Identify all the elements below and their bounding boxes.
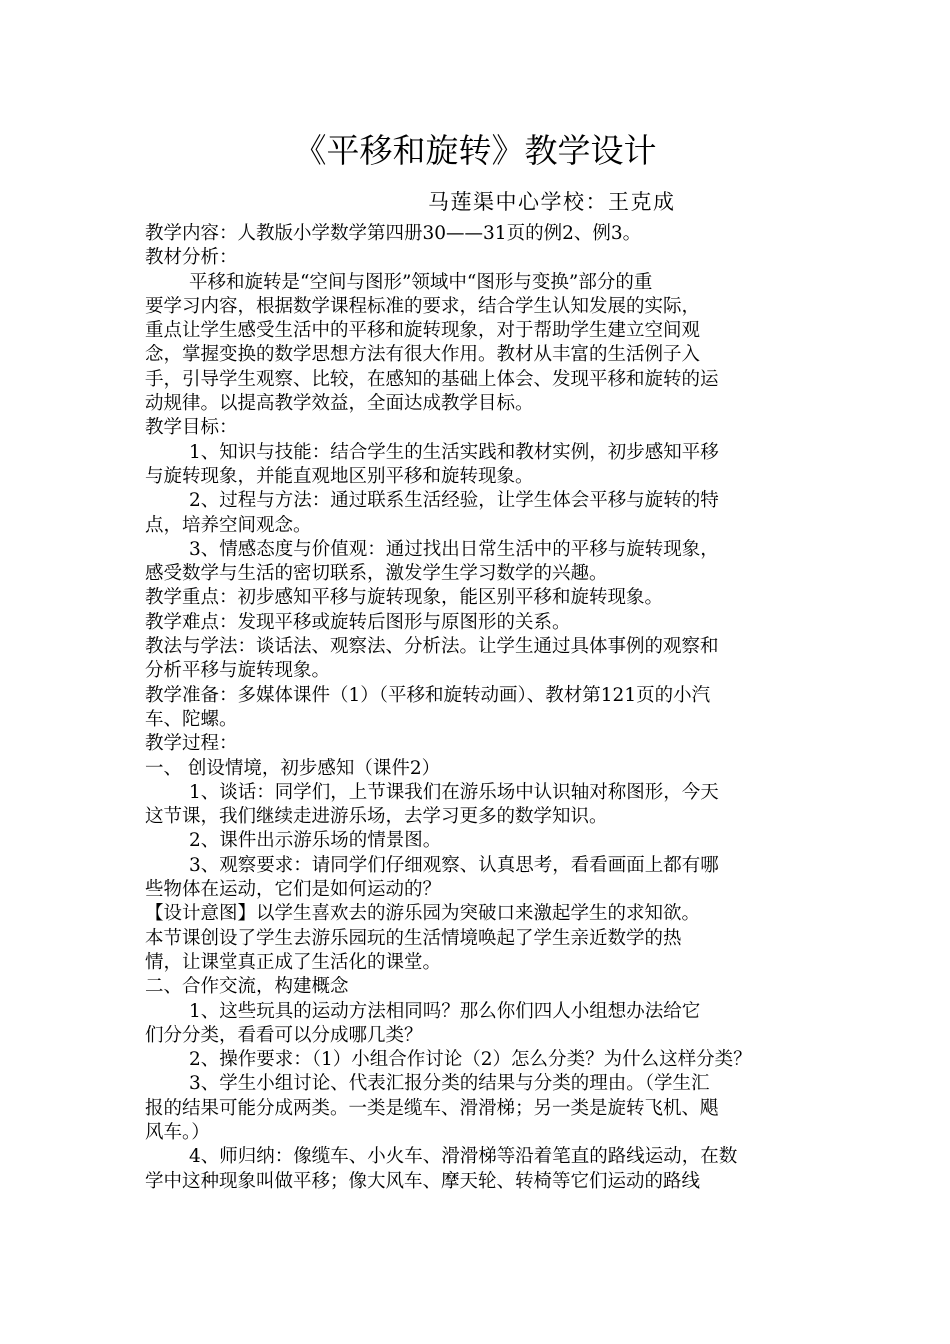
text-line: 与旋转现象，并能直观地区别平移和旋转现象。 [145, 465, 534, 487]
text-line: 学中这种现象叫做平移；像大风车、摩天轮、转椅等它们运动的路线 [145, 1170, 701, 1192]
text-line: 2、课件出示游乐场的情景图。 [189, 830, 442, 852]
text-line: 平移和旋转是“空间与图形”领域中“图形与变换”部分的重 [189, 271, 653, 293]
text-line: 感受数学与生活的密切联系，激发学生学习数学的兴趣。 [145, 563, 608, 585]
text-line: 4、师归纳：像缆车、小火车、滑滑梯等沿着笔直的路线运动，在数 [189, 1146, 738, 1168]
text-line: 风车。） [145, 1121, 210, 1143]
text-line: 重点让学生感受生活中的平移和旋转现象，对于帮助学生建立空间观 [145, 320, 701, 342]
text-line: 教学过程： [145, 733, 238, 755]
author-line: 马莲渠中心学校：王克成 [428, 190, 676, 214]
text-line: 【设计意图】以学生喜欢去的游乐园为突破口来激起学生的求知欲。 [145, 903, 701, 925]
text-line: 动规律。以提高教学效益，全面达成教学目标。 [145, 393, 534, 415]
text-line: 们分分类，看看可以分成哪几类？ [145, 1024, 423, 1046]
text-line: 车、陀螺。 [145, 708, 238, 730]
text-line: 2、过程与方法：通过联系生活经验，让学生体会平移与旋转的特 [189, 490, 719, 512]
text-line: 手，引导学生观察、比较，在感知的基础上体会、发现平移和旋转的运 [145, 368, 719, 390]
text-line: 教学难点：发现平移或旋转后图形与原图形的关系。 [145, 611, 571, 633]
text-line: 3、观察要求：请同学们仔细观察、认真思考，看看画面上都有哪 [189, 854, 719, 876]
document-body [145, 222, 810, 1194]
text-line: 3、情感态度与价值观：通过找出日常生活中的平移与旋转现象， [189, 538, 719, 560]
text-line: 这节课，我们继续走进游乐场，去学习更多的数学知识。 [145, 806, 608, 828]
text-line: 教学准备：多媒体课件（1）（平移和旋转动画）、教材第121页的小汽 [145, 684, 711, 706]
text-line: 二、合作交流，构建概念 [145, 976, 349, 998]
text-line: 教法与学法：谈话法、观察法、分析法。让学生通过具体事例的观察和 [145, 636, 719, 658]
text-line: 2、操作要求：（1）小组合作讨论（2）怎么分类？为什么这样分类？ [189, 1049, 752, 1071]
text-line: 分析平移与旋转现象。 [145, 660, 331, 682]
text-line: 报的结果可能分成两类。一类是缆车、滑滑梯；另一类是旋转飞机、飓 [145, 1097, 719, 1119]
text-line: 些物体在运动，它们是如何运动的？ [145, 879, 442, 901]
text-line: 要学习内容，根据数学课程标准的要求，结合学生认知发展的实际， [145, 295, 701, 317]
text-line: 情，让课堂真正成了生活化的课堂。 [145, 951, 442, 973]
document-title: 《平移和旋转》教学设计 [293, 131, 657, 170]
text-line: 1、这些玩具的运动方法相同吗？那么你们四人小组想办法给它 [189, 1000, 701, 1022]
text-line: 教学内容：人教版小学数学第四册30——31页的例2、例3。 [145, 223, 642, 244]
text-line: 念，掌握变换的数学思想方法有很大作用。教材从丰富的生活例子入 [145, 344, 701, 366]
text-line: 本节课创设了学生去游乐园玩的生活情境唤起了学生亲近数学的热 [145, 927, 682, 949]
text-line: 教学目标： [145, 417, 238, 439]
text-line: 点，培养空间观念。 [145, 514, 312, 536]
text-line: 教材分析： [145, 247, 238, 269]
text-line: 3、学生小组讨论、代表汇报分类的结果与分类的理由。（学生汇 [189, 1073, 710, 1095]
text-line: 1、谈话：同学们，上节课我们在游乐场中认识轴对称图形，今天 [189, 781, 719, 803]
text-line: 1、知识与技能：结合学生的生活实践和教材实例，初步感知平移 [189, 441, 719, 463]
text-line: 教学重点：初步感知平移与旋转现象，能区别平移和旋转现象。 [145, 587, 664, 609]
text-line: 一、 创设情境，初步感知（课件2） [145, 757, 441, 779]
